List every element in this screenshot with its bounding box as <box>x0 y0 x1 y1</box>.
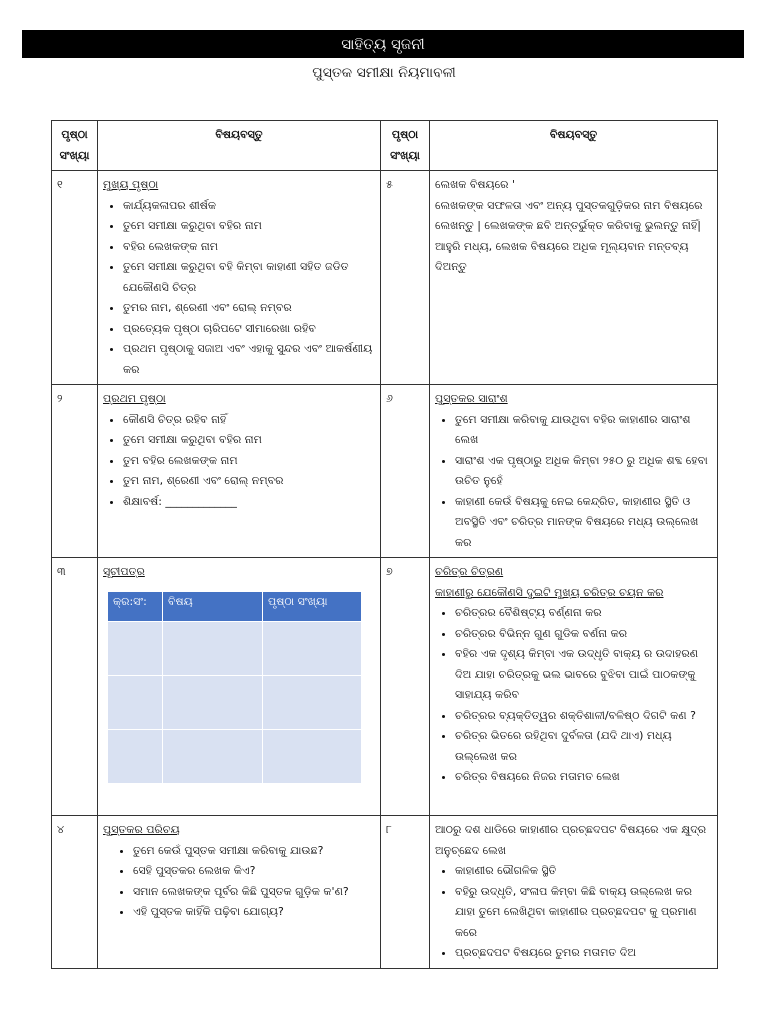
section-characterization <box>430 558 718 816</box>
guidelines-table <box>51 120 718 969</box>
toc-cell <box>263 729 362 783</box>
section-title: ଲେଖକ ବିଷୟରେ ' <box>435 178 515 191</box>
toc-header-topic: ବିଷୟ <box>163 591 263 621</box>
toc-wrapper <box>103 583 375 792</box>
header-content: ବିଷୟବସ୍ତୁ <box>98 121 381 171</box>
table-row <box>52 816 718 969</box>
list-item: • କୌଣସି ଚିତ୍ର ରହିବ ନାହିଁ <box>123 410 375 431</box>
table-header-row <box>52 121 718 171</box>
list-item: • ଚରିତ୍ରର ବ୍ୟକ୍ତିତ୍ୱର ଶକ୍ତିଶାଳୀ/ବଳିଷ୍ଠ ଦିଗଟି କଣ ? <box>455 706 712 727</box>
list-item: • ବହିର ଲେଖକଙ୍କ ନାମ <box>123 237 375 258</box>
section-title: ପ୍ରଥମ ପୃଷ୍ଠା <box>103 392 166 405</box>
table-row <box>52 171 718 385</box>
toc-cell <box>163 621 263 675</box>
section-table-of-contents <box>98 558 381 816</box>
section-about-author <box>430 171 718 385</box>
toc-cell <box>108 621 163 675</box>
toc-row <box>108 621 362 675</box>
list-item: • ଚରିତ୍ର ବିଷୟରେ ନିଜର ମତାମତ ଲେଖ <box>455 767 712 788</box>
list-item: • କାହାଣୀ କେଉଁ ବିଷୟକୁ ନେଇ କେନ୍ଦ୍ରିତ, କାହାଣୀର ସ୍ଥିତି ଓ ଅବସ୍ଥିତି ଏବଂ ଚରିତ୍ର ମାନଙ୍କ ବିଷୟରେ ମଧ୍ୟ ଉଲ୍ଲେଖ କର <box>455 492 712 554</box>
section-text: ଆଠରୁ ଦଶ ଧାଡିରେ କାହାଣୀର ପ୍ରଚ୍ଛଦପଟ ବିଷୟରେ ଏକ କ୍ଷୁଦ୍ର ଅନୁଚ୍ଛେଦ ଲେଖ <box>435 823 707 857</box>
list-item: • ସେହି ପୁସ୍ତକର ଲେଖକ କିଏ? <box>133 861 375 882</box>
toc-table <box>107 591 362 784</box>
row-number: ୭ <box>381 558 430 816</box>
list-item: • କାର୍ଯ୍ୟକଳାପର ଶୀର୍ଷକ <box>123 196 375 217</box>
toc-cell <box>263 675 362 729</box>
toc-cell <box>163 729 263 783</box>
section-text: ଲେଖକଙ୍କ ସଫଳତା ଏବଂ ଅନ୍ୟ ପୁସ୍ତକଗୁଡ଼ିକର ନାମ ବିଷୟରେ ଲେଖନ୍ତୁ | ଲେଖକଙ୍କ ଛବି ଅନ୍ତର୍ଭୁକ୍ତ କରିବାକୁ ଭୁଲନ୍ତୁ ନାହିଁ| ଆହୁରି ମଧ୍ୟ, ଲେଖକ ବିଷୟରେ ଅଧିକ ମୂଲ୍ୟବାନ ମନ୍ତବ୍ୟ ଦିଅନ୍ତୁ <box>435 198 703 273</box>
list-item: • ତୁମେ ସମୀକ୍ଷା କରୁଥିବା ବହି କିମ୍ବା କାହାଣୀ ସହିତ ଜଡିତ ଯେକୌଣସି ଚିତ୍ର <box>123 257 375 298</box>
bullet-list <box>435 410 712 554</box>
row-number: ୪ <box>52 816 98 969</box>
toc-cell <box>108 675 163 729</box>
table-row <box>52 385 718 558</box>
list-item: • ତୁମ ନାମ, ଶ୍ରେଣୀ ଏବଂ ରୋଲ୍ ନମ୍ବର <box>123 471 375 492</box>
list-item: • ଚରିତ୍ରର ବୈଶିଷ୍ଟ୍ୟ ବର୍ଣ୍ଣନା କର <box>455 603 712 624</box>
list-item: • କାହାଣୀର ଭୌଗଳିକ ସ୍ଥିତି <box>455 861 712 882</box>
list-item: • ତୁମେ ସମୀକ୍ଷା କରୁଥିବା ବହିର ନାମ <box>123 430 375 451</box>
list-item: • ଶିକ୍ଷାବର୍ଷ: _____________ <box>123 492 375 513</box>
row-number: ୩ <box>52 558 98 816</box>
header-page-number: ପୃଷ୍ଠା ସଂଖ୍ୟା <box>52 121 98 171</box>
toc-cell <box>263 621 362 675</box>
section-summary <box>430 385 718 558</box>
section-first-page <box>98 385 381 558</box>
section-title: ପୁସ୍ତକର ସାରାଂଶ <box>435 392 508 405</box>
toc-row <box>108 729 362 783</box>
toc-header-serial: କ୍ର:ସଂ: <box>108 591 163 621</box>
row-number: ୨ <box>52 385 98 558</box>
list-item: • ପ୍ରତ୍ୟେକ ପୃଷ୍ଠା ଚାରିପଟେ ସୀମାରେଖା ରହିବ <box>123 319 375 340</box>
list-item: • ସାରାଂଶ ଏକ ପୃଷ୍ଠାରୁ ଅଧିକ କିମ୍ବା ୨୫୦ ରୁ ଅଧିକ ଶବ୍ଦ ହେବା ଉଚିତ ନୁହେଁ <box>455 451 712 492</box>
section-title: ସୂଚୀପତ୍ର <box>103 565 145 578</box>
bullet-list <box>103 410 375 513</box>
toc-header-page: ପୃଷ୍ଠା ସଂଖ୍ୟା <box>263 591 362 621</box>
list-item: • ଏହି ପୁସ୍ତକ କାହିଁକି ପଢ଼ିବା ଯୋଗ୍ୟ? <box>133 902 375 923</box>
toc-cell <box>108 729 163 783</box>
list-item: • ସମାନ ଲେଖକଙ୍କ ପୂର୍ବର କିଛି ପୁସ୍ତକ ଗୁଡ଼ିକ କ'ଣ? <box>133 882 375 903</box>
section-title: ମୁଖ୍ୟ ପୃଷ୍ଠା <box>103 178 159 191</box>
header-page-number-2: ପୃଷ୍ଠା ସଂଖ୍ୟା <box>381 121 430 171</box>
section-title: ପୁସ୍ତକର ପରିଚୟ <box>103 823 180 836</box>
list-item: • ତୁମ ବହିର ଲେଖକଙ୍କ ନାମ <box>123 451 375 472</box>
section-cover-page <box>98 171 381 385</box>
header-content-2: ବିଷୟବସ୍ତୁ <box>430 121 718 171</box>
list-item: • ଚରିତ୍ରର ବିଭିନ୍ନ ଗୁଣ ଗୁଡିକ ବର୍ଣନା କର <box>455 624 712 645</box>
row-number: ୮ <box>381 816 430 969</box>
page-subtitle: ପୁସ୍ତକ ସମୀକ୍ଷା ନିୟମାବଳୀ <box>312 65 456 81</box>
row-number: ୫ <box>381 171 430 385</box>
list-item: • ପ୍ରଥମ ପୃଷ୍ଠାକୁ ସଜାଅ ଏବଂ ଏହାକୁ ସୁନ୍ଦର ଏବଂ ଆକର୍ଷଣୀୟ କର <box>123 339 375 380</box>
row-number: ୧ <box>52 171 98 385</box>
table-row <box>52 558 718 816</box>
bullet-list <box>435 603 712 788</box>
bullet-list <box>103 841 375 923</box>
list-item: • ତୁମେ ସମୀକ୍ଷା କରୁଥିବା ବହିର ନାମ <box>123 216 375 237</box>
list-item: • ଚରିତ୍ର ଭିତରେ ରହିଥିବା ଦୁର୍ବଳତା (ଯଦି ଥାଏ) ମଧ୍ୟ ଉଲ୍ଲେଖ କର <box>455 726 712 767</box>
section-title: ଚରିତ୍ର ଚିତ୍ରଣ <box>435 565 504 578</box>
toc-header-row <box>108 591 362 621</box>
list-item: • ତୁମେ ସମୀକ୍ଷା କରିବାକୁ ଯାଉଥିବା ବହିର କାହାଣୀର ସାରାଂଶ ଲେଖ <box>455 410 712 451</box>
list-item: • ପ୍ରଚ୍ଛଦପଟ ବିଷୟରେ ତୁମର ମତାମତ ଦିଅ <box>455 943 712 964</box>
list-item: • ତୁମେ କେଉଁ ପୁସ୍ତକ ସମୀକ୍ଷା କରିବାକୁ ଯାଉଛ? <box>133 841 375 862</box>
toc-row <box>108 675 362 729</box>
bullet-list <box>435 861 712 964</box>
toc-cell <box>163 675 263 729</box>
list-item: • ବହିର ଏକ ଦୃଶ୍ୟ କିମ୍ବା ଏକ ଉଦ୍ଧୃତି ବାକ୍ୟ ର ଉଦାହରଣ ଦିଅ ଯାହା ଚରିତ୍ରକୁ ଭଲ ଭାବରେ ବୁଝିବା ପାଇଁ ପାଠକଙ୍କୁ ସାହାଯ୍ୟ କରିବ <box>455 644 712 706</box>
section-background <box>430 816 718 969</box>
section-book-introduction <box>98 816 381 969</box>
section-subtitle: କାହାଣୀରୁ ଯେକୌଣସି ଦୁଇଟି ମୁଖ୍ୟ ଚରିତ୍ର ଚୟନ କର <box>435 585 664 599</box>
bullet-list <box>103 196 375 381</box>
row-number: ୬ <box>381 385 430 558</box>
page-title: ସାହିତ୍ୟ ସୃଜନୀ <box>22 30 744 58</box>
list-item: • ତୁମର ନାମ, ଶ୍ରେଣୀ ଏବଂ ରୋଲ୍ ନମ୍ବର <box>123 298 375 319</box>
list-item: • ବହିରୁ ଉଦ୍ଧୃତି, ସଂଳାପ କିମ୍ବା କିଛି ବାକ୍ୟ ଉଲ୍ଲେଖ କର ଯାହା ତୁମେ ଲେଖିଥିବା କାହାଣୀର ପ୍ରଚ୍ଛଦପଟ କୁ ପ୍ରମାଣ କରେ <box>455 882 712 944</box>
